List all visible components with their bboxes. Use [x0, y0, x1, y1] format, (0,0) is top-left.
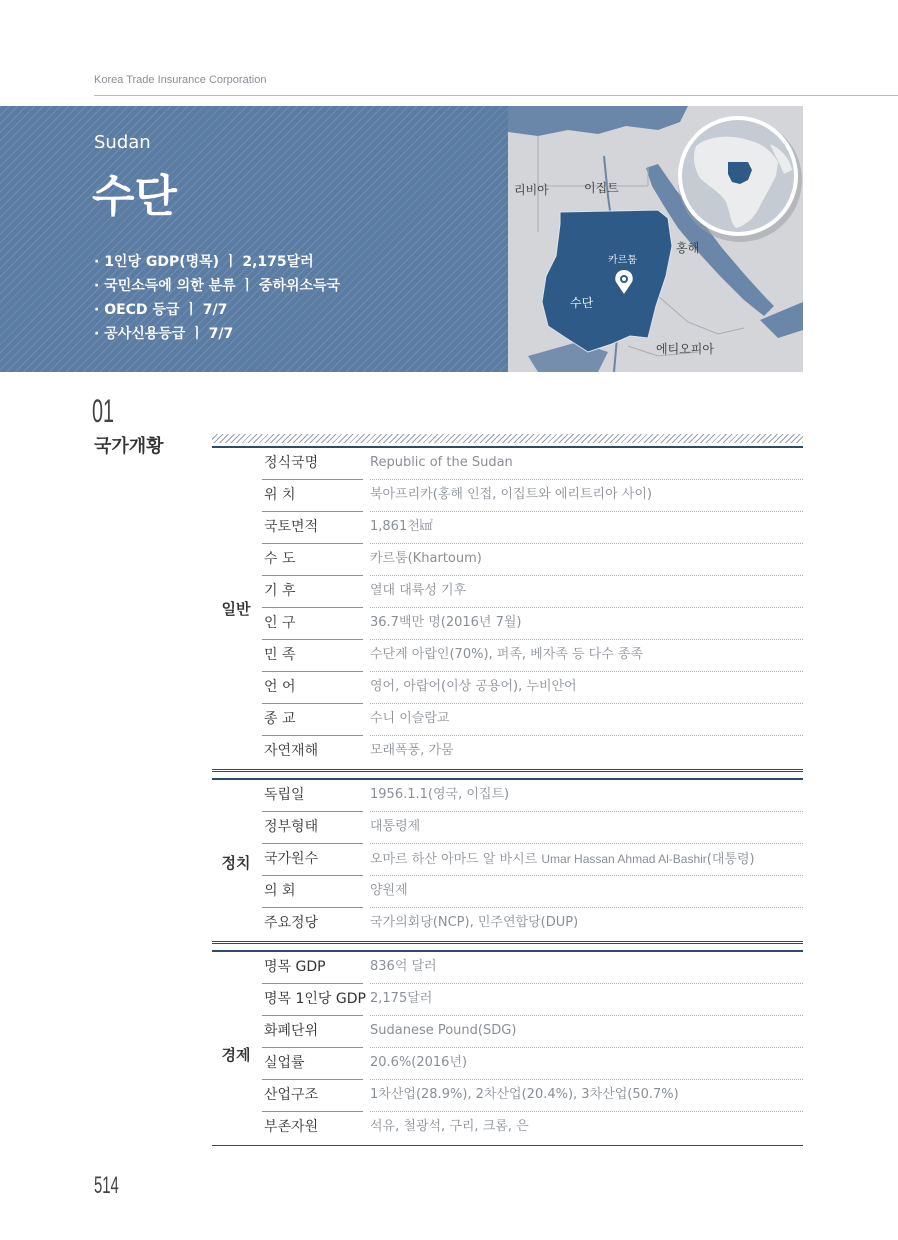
row-value: 북아프리카(홍해 인접, 이집트와 에리트리아 사이) [370, 480, 803, 512]
table-row [262, 812, 803, 844]
country-name-english: Sudan [94, 132, 151, 153]
row-value: 수니 이슬람교 [370, 704, 803, 736]
row-key: 위 치 [262, 480, 363, 512]
row-value: 양원제 [370, 876, 803, 908]
table-row [262, 952, 803, 984]
table-row [262, 1112, 803, 1144]
row-value: 1956.1.1(영국, 이집트) [370, 780, 803, 812]
row-value [370, 844, 803, 876]
section-hatch-bar [212, 434, 803, 443]
row-key: 주요정당 [264, 915, 319, 931]
row-value: 수단계 아랍인(70%), 퍼족, 베자족 등 다수 종족 [370, 640, 803, 672]
general-table-bottom-rule [212, 769, 803, 772]
row-value: 36.7백만 명(2016년 7월) [370, 608, 803, 640]
map-label-ethiopia: 에티오피아 [656, 342, 714, 356]
row-key: 민 족 [262, 640, 363, 672]
table-row [262, 512, 803, 544]
row-value: 영어, 아랍어(이상 공용어), 누비안어 [370, 672, 803, 704]
table-row [262, 1080, 803, 1112]
economy-info-table [212, 950, 803, 1144]
location-map [508, 106, 803, 372]
map-svg [508, 106, 803, 372]
row-key: 실업률 [262, 1048, 363, 1080]
table-row [262, 876, 803, 908]
country-name-korean: 수단 [92, 171, 178, 222]
section-title: 국가개황 [94, 436, 164, 457]
row-value: Republic of the Sudan [370, 448, 803, 480]
row-key: 종 교 [262, 704, 363, 736]
table-row [262, 908, 803, 940]
row-value: 1,861천㎢ [370, 512, 803, 544]
table-row [262, 576, 803, 608]
row-key: 정식국명 [262, 448, 363, 480]
row-key: 부존자원 [264, 1119, 319, 1135]
row-key: 언 어 [262, 672, 363, 704]
map-label-khartoum: 카르툼 [608, 255, 637, 266]
row-value: Sudanese Pound(SDG) [370, 1016, 803, 1048]
row-value: 20.6%(2016년) [370, 1048, 803, 1080]
table-row [262, 448, 803, 480]
table-row [262, 844, 803, 876]
politics-table-bottom-rule [212, 941, 803, 944]
row-value: 1차산업(28.9%), 2차산업(20.4%), 3차산업(50.7%) [370, 1080, 803, 1112]
map-label-libya: 리비아 [514, 183, 549, 197]
row-key: 국토면적 [262, 512, 363, 544]
table-row [262, 1048, 803, 1080]
section-number: 01 [92, 393, 115, 429]
head-of-state-title: (대통령) [706, 852, 755, 867]
table-row [262, 736, 803, 768]
row-key: 독립일 [262, 780, 363, 812]
row-value: 열대 대륙성 기후 [370, 576, 803, 608]
group-label-politics: 정치 [221, 854, 251, 872]
table-row [262, 984, 803, 1016]
row-key: 화폐단위 [262, 1016, 363, 1048]
row-key: 정부형태 [262, 812, 363, 844]
table-row [262, 480, 803, 512]
row-value: 모래폭풍, 가뭄 [370, 743, 454, 758]
map-label-sudan: 수단 [570, 296, 594, 310]
header-rule [94, 95, 898, 96]
table-row [262, 608, 803, 640]
table-row [262, 672, 803, 704]
group-label-general: 일반 [221, 600, 251, 618]
row-key: 인 구 [262, 608, 363, 640]
table-row [262, 704, 803, 736]
page-number: 514 [94, 1172, 119, 1199]
head-of-state-english: Umar Hassan Ahmad Al-Bashir [541, 852, 707, 866]
table-row [262, 1016, 803, 1048]
general-info-table [212, 446, 803, 768]
row-key: 의 회 [262, 876, 363, 908]
row-value: 2,175달러 [370, 984, 803, 1016]
row-key: 자연재해 [264, 743, 319, 759]
politics-info-table [212, 778, 803, 940]
row-key: 명목 1인당 GDP [262, 984, 363, 1016]
table-row [262, 544, 803, 576]
running-header-title: Korea Trade Insurance Corporation [94, 74, 267, 86]
key-facts-list [94, 250, 340, 346]
map-label-egypt: 이집트 [584, 181, 619, 195]
table-row [262, 640, 803, 672]
group-label-economy: 경제 [221, 1046, 251, 1064]
head-of-state-korean: 오마르 하산 아마드 알 바시르 [370, 852, 538, 867]
row-key: 수 도 [262, 544, 363, 576]
row-value: 카르툼(Khartoum) [370, 544, 803, 576]
map-label-red-sea: 홍해 [676, 241, 700, 255]
row-value: 석유, 철광석, 구리, 크롬, 은 [370, 1119, 529, 1134]
row-value: 836억 달러 [370, 952, 803, 984]
table-row [262, 780, 803, 812]
row-key: 명목 GDP [262, 952, 363, 984]
row-key: 산업구조 [262, 1080, 363, 1112]
row-key: 국가원수 [262, 844, 363, 876]
fact-gdp-per-capita: · 1인당 GDP(명목) ㅣ 2,175달러 [94, 254, 314, 270]
economy-table-bottom-rule [212, 1145, 803, 1146]
fact-income-classification: · 국민소득에 의한 분류 ㅣ 중하위소득국 [94, 278, 341, 294]
row-key: 기 후 [262, 576, 363, 608]
row-value: 대통령제 [370, 812, 803, 844]
fact-ksure-credit-grade: · 공사신용등급 ㅣ 7/7 [94, 326, 234, 342]
fact-oecd-grade: · OECD 등급 ㅣ 7/7 [94, 302, 228, 318]
row-value: 국가의회당(NCP), 민주연합당(DUP) [370, 915, 579, 930]
